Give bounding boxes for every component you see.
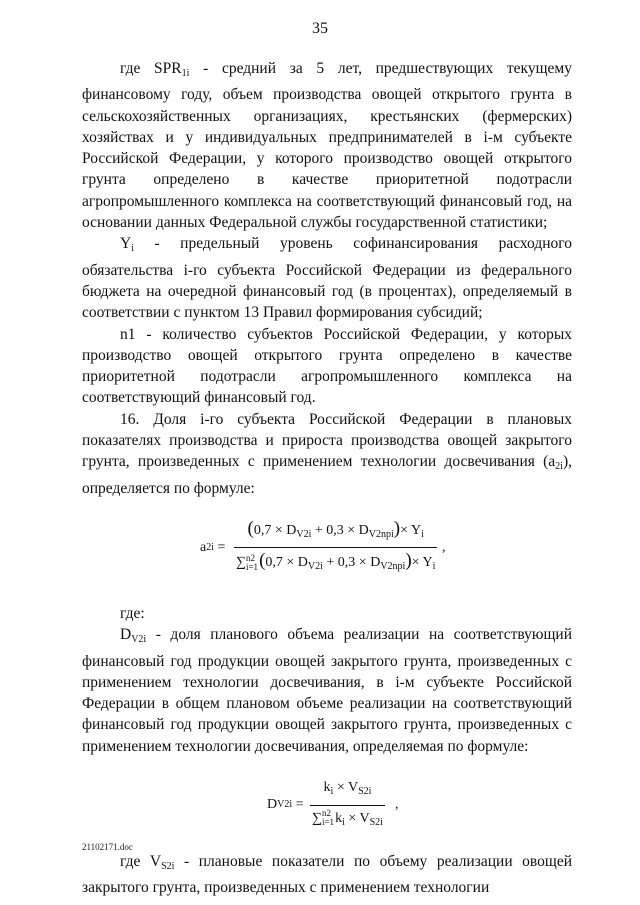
formula-dv2i-denominator: ∑n2 $i=1k_i \times V_{S2i}$ — [312, 808, 383, 828]
formula-a2i-fraction — [234, 513, 437, 583]
paragraph-item-16: 16. Доля i-го субъекта Российской Федерации в плановых показателях производства и прироста производства овощей закрытого грунта, произведенных с применением технологии досвечивания $(a_{2i})$, определяется по формуле: — [82, 410, 572, 497]
paragraph-spr-definition: где $SPR_{1i}$ - средний за 5 лет, предшествующих текущему финансовому году, объем производства овощей открытого грунта в сельскохозяйственных организациях, крестьянских (фермерских) хозяйствах и у индивидуальных предпринимателей в i-м субъекте Российской Федерации, у которого производство овощей открытого грунта определено в качестве приоритетной подотрасли агропромышленного комплекса на соответствующий финансовый год, на основании данных Федеральной службы государственной статистики; — [82, 60, 572, 232]
paragraph-vs2i-definition: где $V_{S2i}$ - плановые показатели по объему реализации овощей закрытого грунта, произведенных с применением технологии — [82, 853, 573, 897]
formula-dv2i-numerator: $k_i \times V_{S2i}$ — [323, 780, 372, 798]
formula-dv2i — [82, 775, 572, 835]
paragraph-n1-definition: n1 - количество субъектов Российской Федерации, у которых производство овощей открытого грунта определено в качестве приоритетной подотрасли агропромышленного комплекса на соответствующий финансовый год. — [82, 325, 572, 407]
formula-a2i — [82, 513, 572, 583]
formula-a2i-denominator: ∑n2 $i=1(0,7 \times D_{V2i} + 0,3 \times D_{V2npi})\times Y_i$ — [236, 550, 436, 573]
formula-dv2i-comma: , — [395, 797, 399, 813]
paragraph-dv2i-definition: $D_{V2i}$ - доля планового объема реализации на соответствующий финансовый год продукции овощей закрытого грунта, произведенных с применением технологии досвечивания, в i-м субъекте Российской Федерации в общем плановом объеме реализации на соответствующий финансовый год продукции овощей закрытого грунта, произведенных с применением технологии досвечивания, определяемая по формуле: — [82, 626, 572, 755]
paragraph-y-definition: $Y_i$ - предельный уровень софинансирования расходного обязательства i-го субъекта Российской Федерации из федерального бюджета на очередной финансовый год (в процентах), определяемый в соответствии с пунктом 13 Правил формирования субсидий; — [82, 235, 572, 322]
document-body — [82, 58, 572, 899]
page-number: 35 — [312, 20, 328, 37]
paragraph-where: где: — [120, 604, 145, 622]
footer-filename: 21102171.doc — [82, 842, 133, 852]
formula-a2i-numerator: $(0,7 \times D_{V2i} + 0,3 \times D_{V2npi})\times Y_i$ — [247, 518, 424, 541]
fraction-bar — [310, 805, 385, 806]
formula-a2i-comma: , — [442, 540, 446, 556]
fraction-bar — [234, 547, 437, 548]
formula-dv2i-fraction — [310, 775, 385, 835]
formula-a2i-lhs: a 2i = — [200, 540, 226, 556]
formula-dv2i-lhs: D V2i = — [267, 797, 304, 813]
